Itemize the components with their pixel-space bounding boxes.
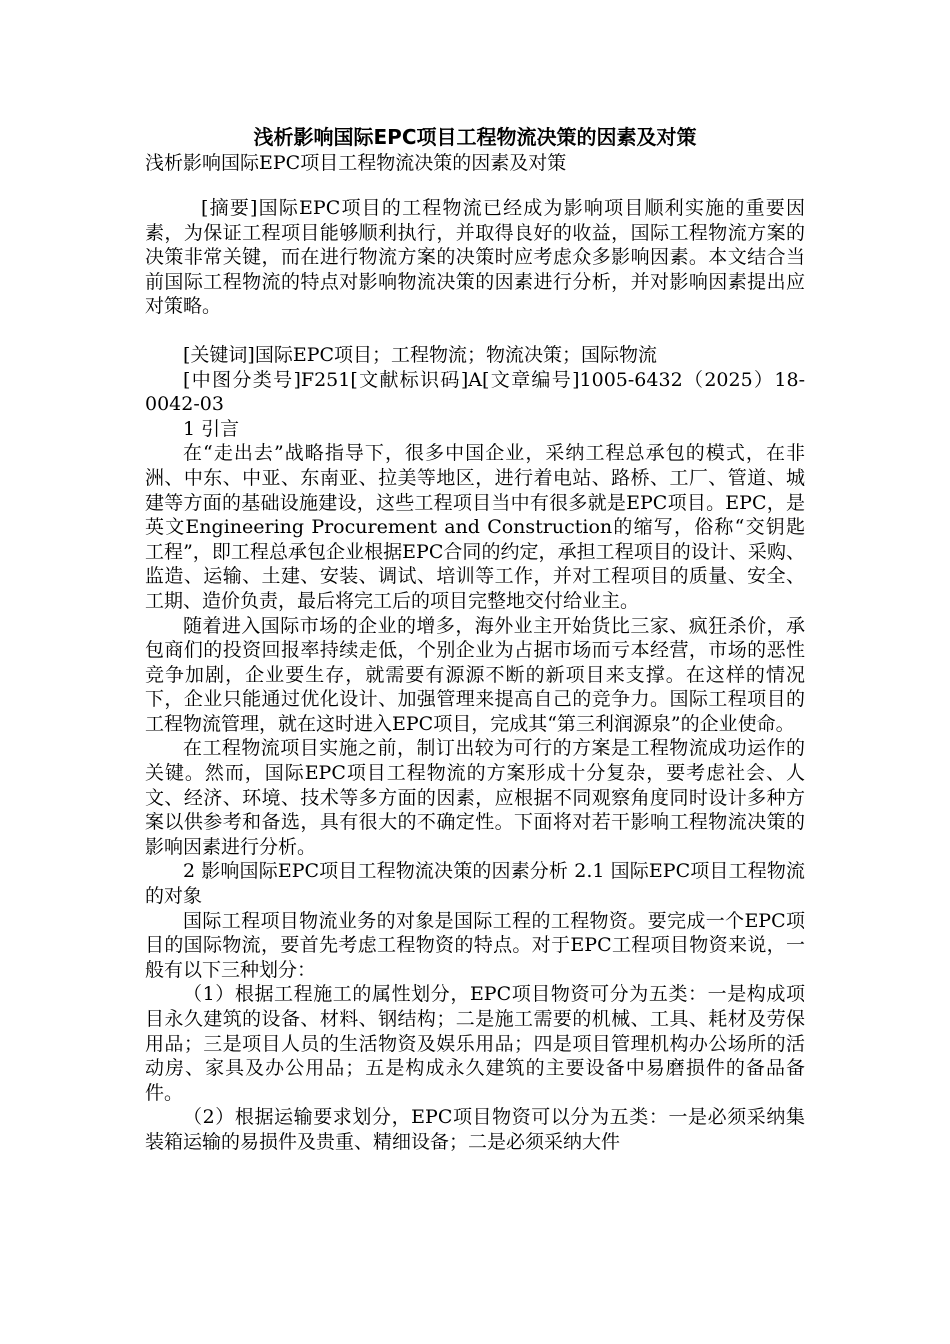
keywords-line: [关键词]国际EPC项目；工程物流；物流决策；国际物流 [183, 343, 658, 366]
body-paragraph: 随着进入国际市场的企业的增多，海外业主开始货比三家、疯狂杀价，承包商们的投资回报率持续走低，个别企业为占据市场而亏本经营，市场的恶性竞争加剧，企业要生存，就需要有源源不断的新项目来支撑。在这样的情况下，企业只能通过优化设计、加强管理来提高自己的竞争力。国际工程项目的工程物流管理，就在这时进入EPC项目，完成其“第三利润源泉”的企业使命。 [145, 614, 805, 735]
body-paragraph: 在“走出去”战略指导下，很多中国企业，采纳工程总承包的模式，在非洲、中东、中亚、东南亚、拉美等地区，进行着电站、路桥、工厂、管道、城建等方面的基础设施建设，这些工程项目当中有很多就是EPC项目。EPC，是英文Engineering Procurement and Construction的缩写，俗称“交钥匙工程”，即工程总承包企业根据EPC合同的约定，承担工程项目的设计、采购、监造、运输、土建、安装、调试、培训等工作，并对工程项目的质量、安全、工期、造价负责，最后将完工后的项目完整地交付给业主。 [145, 442, 805, 612]
document-page [145, 124, 805, 1155]
abstract-paragraph: [摘要]国际EPC项目的工程物流已经成为影响项目顺利实施的重要因素，为保证工程项目能够顺利执行，并取得良好的收益，国际工程物流方案的决策非常关键，而在进行物流方案的决策时应考虑众多影响因素。本文结合当前国际工程物流的特点对影响物流决策的因素进行分析，并对影响因素提出应对策略。 [145, 197, 805, 318]
document-subtitle: 浅析影响国际EPC项目工程物流决策的因素及对策 [145, 152, 567, 174]
document-title: 浅析影响国际EPC项目工程物流决策的因素及对策 [253, 125, 697, 149]
section-heading-introduction: 1 引言 [183, 417, 240, 440]
body-paragraph: （1）根据工程施工的属性划分，EPC项目物资可分为五类：一是构成项目永久建筑的设备、材料、钢结构；二是施工需要的机械、工具、耗材及劳保用品；三是项目人员的生活物资及娱乐用品；四是项目管理机构办公场所的活动房、家具及办公用品；五是构成永久建筑的主要设备中易磨损件的备品备件。 [145, 983, 805, 1104]
body-paragraph: 在工程物流项目实施之前，制订出较为可行的方案是工程物流成功运作的关键。然而，国际EPC项目工程物流的方案形成十分复杂，要考虑社会、人文、经济、环境、技术等多方面的因素，应根据不同观察角度同时设计多种方案以供参考和备选，具有很大的不确定性。下面将对若干影响工程物流决策的影响因素进行分析。 [145, 737, 805, 858]
classification-line: [中图分类号]F251[文献标识码]A[文章编号]1005-6432（2025）18-0042-03 [145, 368, 805, 416]
section-heading-factor-analysis: 2 影响国际EPC项目工程物流决策的因素分析 2.1 国际EPC项目工程物流的对象 [145, 860, 805, 908]
body-paragraph: （2）根据运输要求划分，EPC项目物资可以分为五类：一是必须采纳集装箱运输的易损件及贵重、精细设备；二是必须采纳大件 [145, 1106, 805, 1153]
body-paragraph: 国际工程项目物流业务的对象是国际工程的工程物资。要完成一个EPC项目的国际物流，要首先考虑工程物资的特点。对于EPC工程项目物资来说，一般有以下三种划分： [145, 909, 805, 981]
